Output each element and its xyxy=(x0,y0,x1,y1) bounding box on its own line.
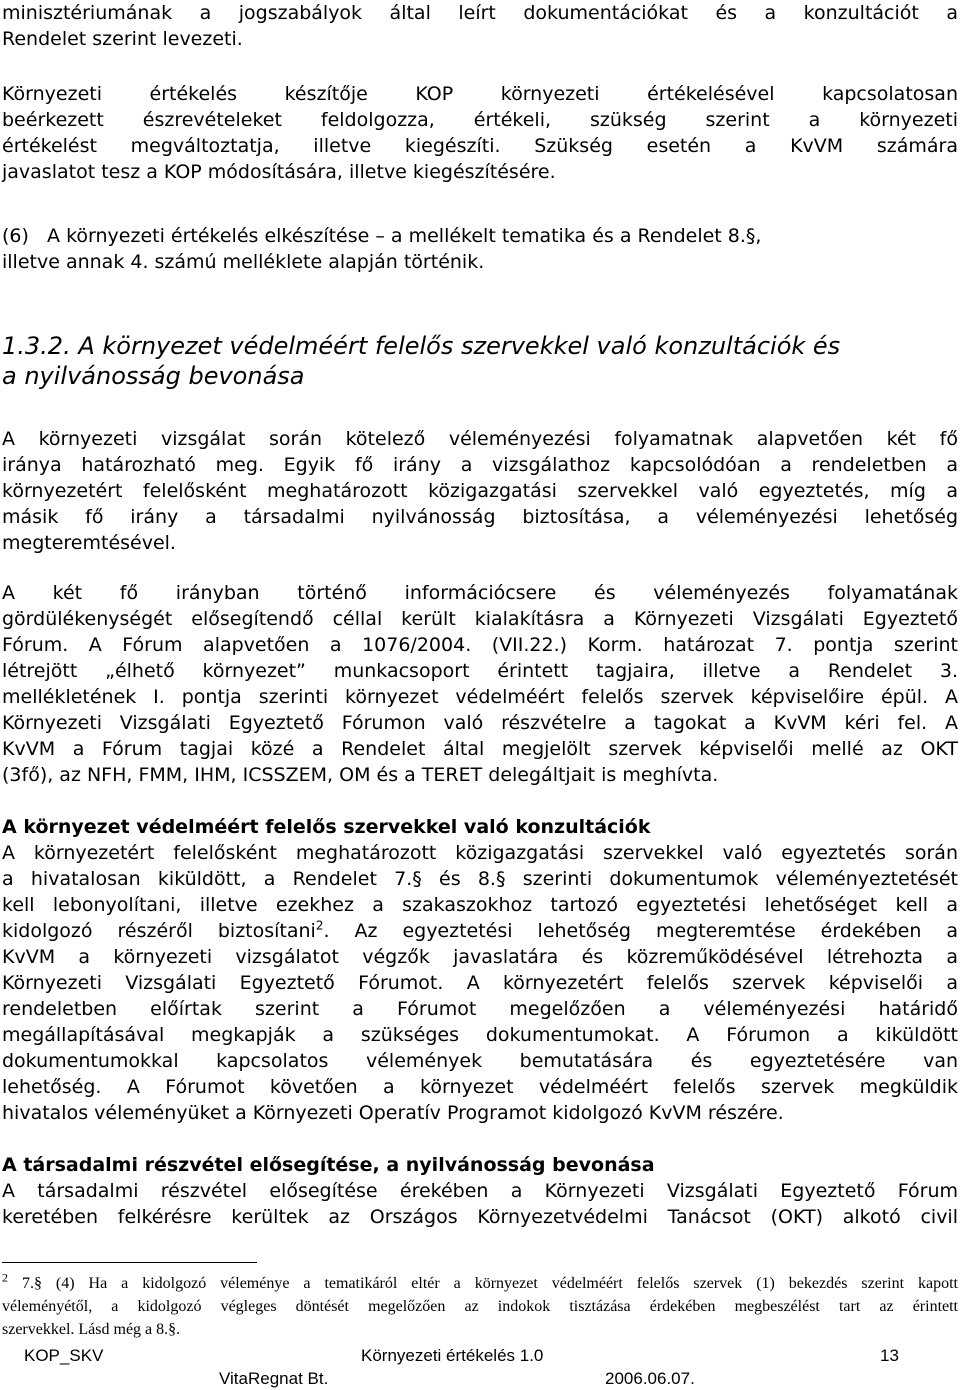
text-line: Fórum. A Fórum alapvetően a 1076/2004. (VII.22.) Korm. határozat 7. pontja szerint xyxy=(2,634,958,656)
footnote-line: véleményétől, a kidolgozó végleges döntését megelőzően az indokok tisztázása érdekében megbeszélést tart az érintett xyxy=(2,1298,958,1315)
text-line: A környezetért felelősként meghatározott közigazgatási szervekkel való egyeztetés során xyxy=(2,842,958,864)
text-line: hivatalos véleményüket a Környezeti Operatív Programot kidolgozó KvVM részére. xyxy=(2,1102,784,1124)
paragraph-kop-review xyxy=(2,81,958,185)
text-line: A társadalmi részvétel elősegítése érekében a Környezeti Vizsgálati Egyeztető Fórum xyxy=(2,1180,958,1202)
text-line: dokumentumokkal kapcsolatos vélemények bemutatására és egyeztetésére van xyxy=(2,1050,958,1072)
footnote xyxy=(2,1272,958,1341)
text-line: mellékletének I. pontja szerinti környezet védelméért felelős szervek képviselőire épül. A xyxy=(2,686,958,708)
text-line: keretében felkérésre kerültek az Országos Környezetvédelmi Tanácsot (OKT) alkotó civil xyxy=(2,1206,958,1228)
footer-page-number: 13 xyxy=(880,1346,899,1365)
footnote-line: $^2$ 7.§ (4) Ha a kidolgozó véleménye a tematikáról eltér a környezet védelméért felelős szervek (1) bekezdés szerint kapott xyxy=(2,1270,958,1292)
footnote-line: szervekkel. Lásd még a 8.§. xyxy=(2,1321,181,1338)
text-line: Környezeti Vizsgálati Egyeztető Fórumot. A környezetért felelős szervek képviselői a xyxy=(2,972,958,994)
footer-company: VitaRegnat Bt. xyxy=(219,1369,329,1388)
paragraph-forum xyxy=(2,580,958,788)
paragraph-intro xyxy=(2,0,958,52)
text-line: (6) A környezeti értékelés elkészítése – a mellékelt tematika és a Rendelet 8.§, xyxy=(2,225,768,247)
text-line: gördülékenységét elősegítendő céllal került kialakításra a Környezeti Vizsgálati Egyeztető xyxy=(2,608,958,630)
text-line: A két fő irányban történő információcsere és véleményezés folyamatának xyxy=(2,582,958,604)
paragraph-assessment xyxy=(2,426,958,556)
text-line: A környezeti vizsgálat során kötelező véleményezési folyamatnak alapvetően két fő xyxy=(2,428,958,450)
text-line: környezetért felelősként meghatározott közigazgatási szervekkel való egyeztetés, míg a xyxy=(2,480,958,502)
paragraph-point-6 xyxy=(2,223,958,275)
text-line: a hivatalosan kiküldött, a Rendelet 7.§ és 8.§ szerinti dokumentumok véleményeztetését xyxy=(2,868,958,890)
paragraph-public-participation xyxy=(2,1178,958,1230)
text-line: lehetőség. A Fórumot követően a környezet védelméért felelős szervek megküldik xyxy=(2,1076,958,1098)
text-line: Környezeti értékelés készítője KOP környezeti értékelésével kapcsolatosan xyxy=(2,83,958,105)
heading-line: a nyilvánosság bevonása xyxy=(2,362,305,390)
footer-document-title: Környezeti értékelés 1.0 xyxy=(361,1346,544,1365)
text-line: minisztériumának a jogszabályok által leírt dokumentációkat és a konzultációt a xyxy=(2,2,958,24)
text-line: Rendelet szerint levezeti. xyxy=(2,28,243,50)
text-line: javaslatot tesz a KOP módosítására, illetve kiegészítésére. xyxy=(2,161,556,183)
text-line: megállapításával megkapják a szükséges dokumentumokat. A Fórumon a kiküldött xyxy=(2,1024,958,1046)
text-line: KvVM a Fórum tagjai közé a Rendelet által megjelölt szervek képviselői mellé az OKT xyxy=(2,738,958,760)
text-line: iránya határozható meg. Egyik fő irány a vizsgálathoz kapcsolódóan a rendeletben a xyxy=(2,454,958,476)
text-line: kidolgozó részéről biztosítani$^2$. Az egyeztetési lehetőség megteremtése érdekében a xyxy=(2,918,958,942)
text-line: (3fő), az NFH, FMM, IHM, ICSSZEM, OM és a TERET delegáltjait is meghívta. xyxy=(2,764,719,786)
section-heading xyxy=(2,331,958,391)
heading-line: 1.3.2. A környezet védelméért felelős szervekkel való konzultációk és xyxy=(2,332,841,360)
text-line: illetve annak 4. számú melléklete alapján történik. xyxy=(2,251,485,273)
text-line: KvVM a környezeti vizsgálatot végzők javaslatára és közreműködésével létrehozta a xyxy=(2,946,958,968)
text-line: Környezeti Vizsgálati Egyeztető Fórumon való részvételre a tagokat a KvVM kéri fel. A xyxy=(2,712,958,734)
footer-document-code: KOP_SKV xyxy=(24,1346,104,1365)
text-line: beérkezett észrevételeket feldolgozza, értékeli, szükség szerint a környezeti xyxy=(2,109,958,131)
paragraph-consultations xyxy=(2,840,958,1126)
footnote-reference[interactable]: 2 xyxy=(315,918,324,933)
text-line: rendeletben előírtak szerint a Fórumot megelőzően a véleményezési határidő xyxy=(2,998,958,1020)
footnote-separator xyxy=(2,1262,257,1263)
text-line: létrejött „élhető környezet” munkacsoport érintett tagjaira, illetve a Rendelet 3. xyxy=(2,660,958,682)
subheading-consultations: A környezet védelméért felelős szervekkel való konzultációk xyxy=(2,816,651,838)
footer-date: 2006.06.07. xyxy=(605,1369,695,1388)
text-line: megteremtésével. xyxy=(2,532,176,554)
subheading-public-participation: A társadalmi részvétel elősegítése, a nyilvánosság bevonása xyxy=(2,1154,655,1176)
text-line: értékelést megváltoztatja, illetve kiegészíti. Szükség esetén a KvVM számára xyxy=(2,135,958,157)
text-line: másik fő irány a társadalmi nyilvánosság biztosítása, a véleményezési lehetőség xyxy=(2,506,958,528)
footnote-mark: 2 xyxy=(2,1270,8,1285)
text-line: kell lebonyolítani, illetve ezekhez a szakaszokhoz tartozó egyeztetési lehetőséget kell a xyxy=(2,894,958,916)
